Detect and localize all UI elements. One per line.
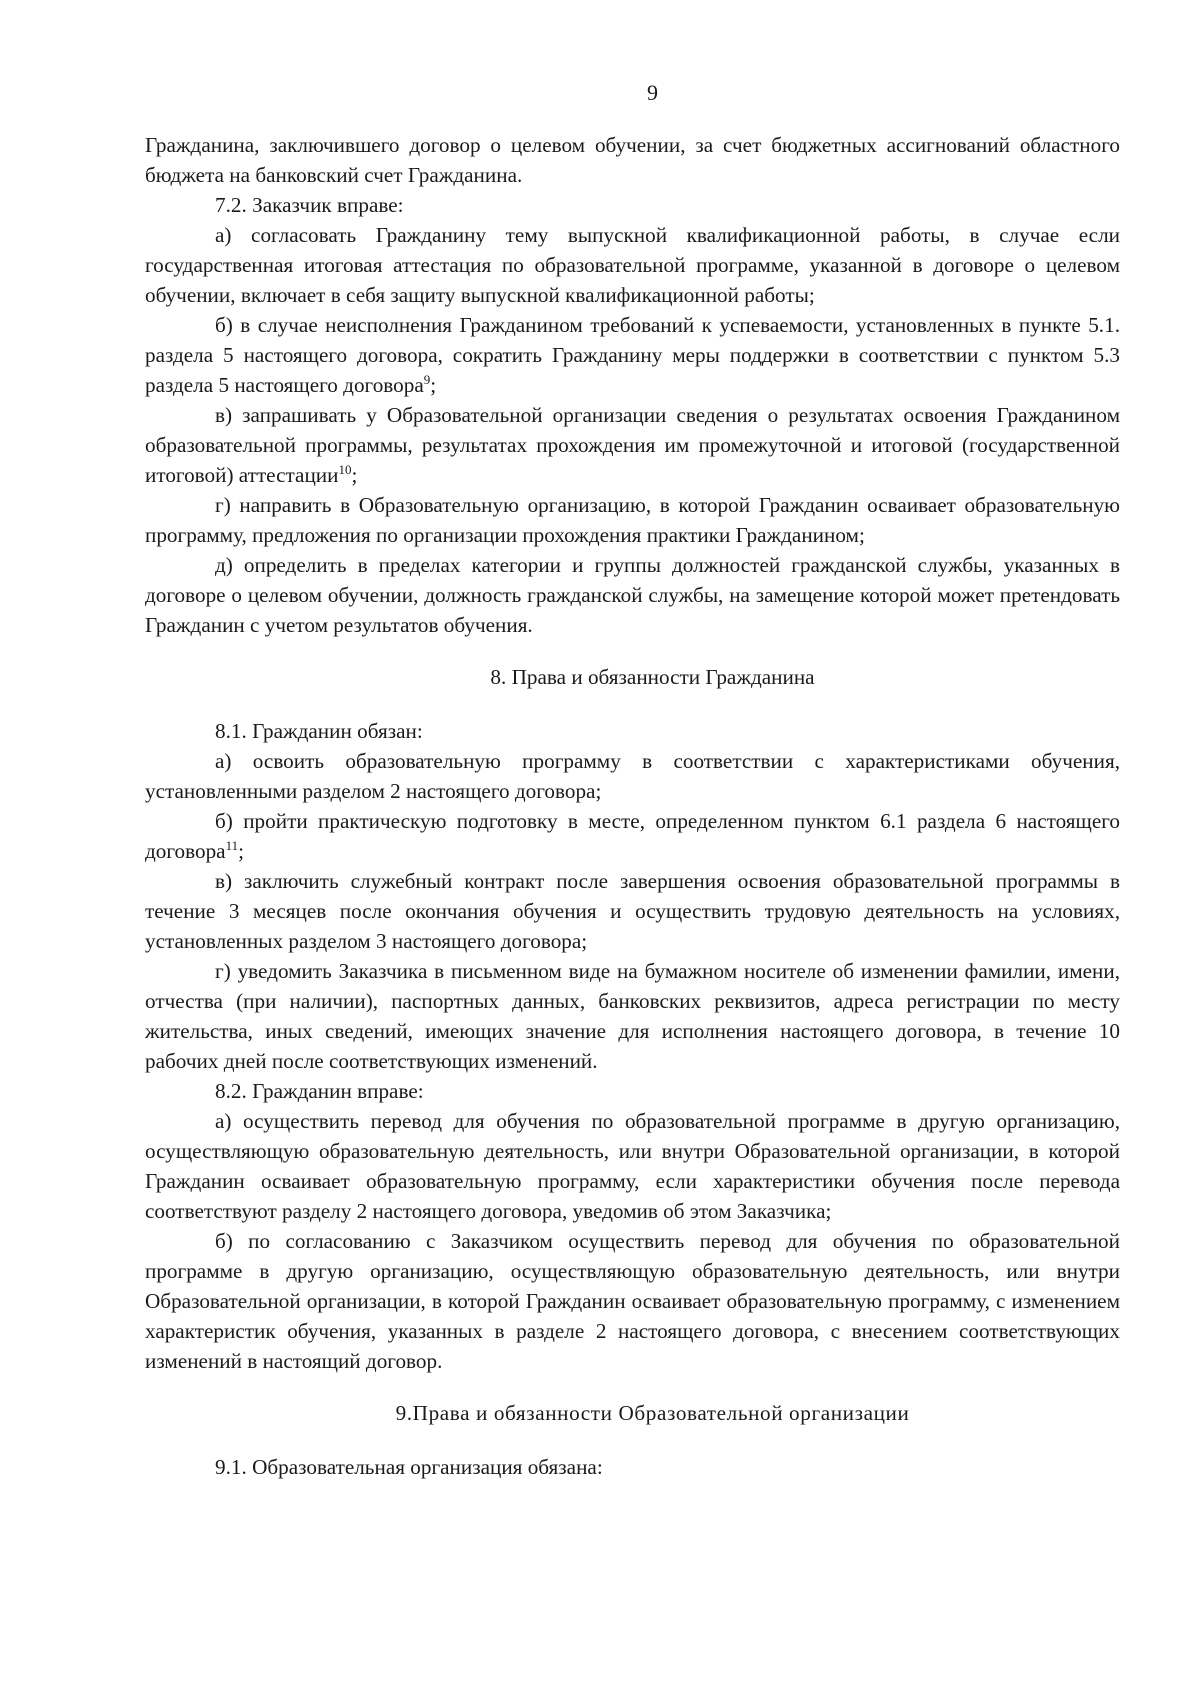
section-7-2-item-g: г) направить в Образовательную организацию, в которой Гражданин осваивает образовательную программу, предложения по организации прохождения практики Гражданином;: [145, 493, 1120, 547]
section-7-2-item-b: [145, 310, 1120, 400]
section-8-heading: 8. Права и обязанности Гражданина: [490, 665, 815, 689]
section-7-2-item-d: д) определить в пределах категории и группы должностей гражданской службы, указанных в договоре о целевом обучении, должность гражданской службы, на замещение которой может претендовать Гражданин с учетом результатов обучения.: [145, 553, 1120, 637]
page-number: 9: [647, 80, 658, 105]
section-8-1-item-v: в) заключить служебный контракт после завершения освоения образовательной программы в течение 3 месяцев после окончания обучения и осуществить трудовую деятельность на условиях, установленных разделом 3 настоящего договора;: [145, 869, 1120, 953]
section-8-1-item-b-text: б) пройти практическую подготовку в месте, определенном пунктом 6.1 раздела 6 настоящего договора: [145, 809, 1120, 863]
section-9-heading: 9.Права и обязанности Образовательной организации: [395, 1401, 910, 1425]
section-7-2-item-v-text: в) запрашивать у Образовательной организации сведения о результатах освоения Гражданином образовательной программы, результатах прохождения им промежуточной и итоговой (государственной итоговой) аттестации: [145, 403, 1120, 487]
section-8-2-title: 8.2. Гражданин вправе:: [215, 1079, 424, 1103]
section-7-2-title: 7.2. Заказчик вправе:: [215, 193, 404, 217]
section-7-2-item-v: [145, 400, 1120, 490]
footnote-ref-11: 11: [225, 837, 239, 853]
section-8-1-title: 8.1. Гражданин обязан:: [215, 719, 423, 743]
section-8-1-item-b-end: ;: [238, 839, 245, 863]
section-7-2-item-b-text: б) в случае неисполнения Гражданином требований к успеваемости, установленных в пункте 5.1. раздела 5 настоящего договора, сократить Гражданину меры поддержки в соответствии с пунктом 5.3 раздела 5 настоящего договора: [145, 313, 1120, 397]
section-8-2-item-a: а) осуществить перевод для обучения по образовательной программе в другую организацию, осуществляющую образовательную деятельность, или внутри Образовательной организации, в которой Гражданин осваивает образовательную программу, если характеристики обучения после перевода соответствуют разделу 2 настоящего договора, уведомив об этом Заказчика;: [145, 1109, 1120, 1223]
section-8-1-item-a: а) освоить образовательную программу в соответствии с характеристиками обучения, установленными разделом 2 настоящего договора;: [145, 749, 1120, 803]
paragraph-intro: Гражданина, заключившего договор о целевом обучении, за счет бюджетных ассигнований областного бюджета на банковский счет Гражданина.: [145, 133, 1120, 187]
footnote-ref-9: 9: [423, 371, 431, 387]
section-7-2-item-b-end: ;: [430, 373, 437, 397]
section-7-2-item-a: а) согласовать Гражданину тему выпускной квалификационной работы, в случае если государственная итоговая аттестация по образовательной программе, указанной в договоре о целевом обучении, включает в себя защиту выпускной квалификационной работы;: [145, 223, 1120, 307]
section-8-2-item-b: б) по согласованию с Заказчиком осуществить перевод для обучения по образовательной программе в другую организацию, осуществляющую образовательную деятельность, или внутри Образовательной организации, в которой Гражданин осваивает образовательную программу, с изменением характеристик обучения, указанных в разделе 2 настоящего договора, с внесением соответствующих изменений в настоящий договор.: [145, 1229, 1120, 1373]
section-9-1-title: 9.1. Образовательная организация обязана:: [215, 1455, 603, 1479]
footnote-ref-10: 10: [338, 461, 352, 477]
section-8-1-item-b: [145, 806, 1120, 866]
section-7-2-item-v-end: ;: [351, 463, 358, 487]
section-8-1-item-g: г) уведомить Заказчика в письменном виде на бумажном носителе об изменении фамилии, имени, отчества (при наличии), паспортных данных, банковских реквизитов, адреса регистрации по месту жительства, иных сведений, имеющих значение для исполнения настоящего договора, в течение 10 рабочих дней после соответствующих изменений.: [145, 959, 1120, 1073]
